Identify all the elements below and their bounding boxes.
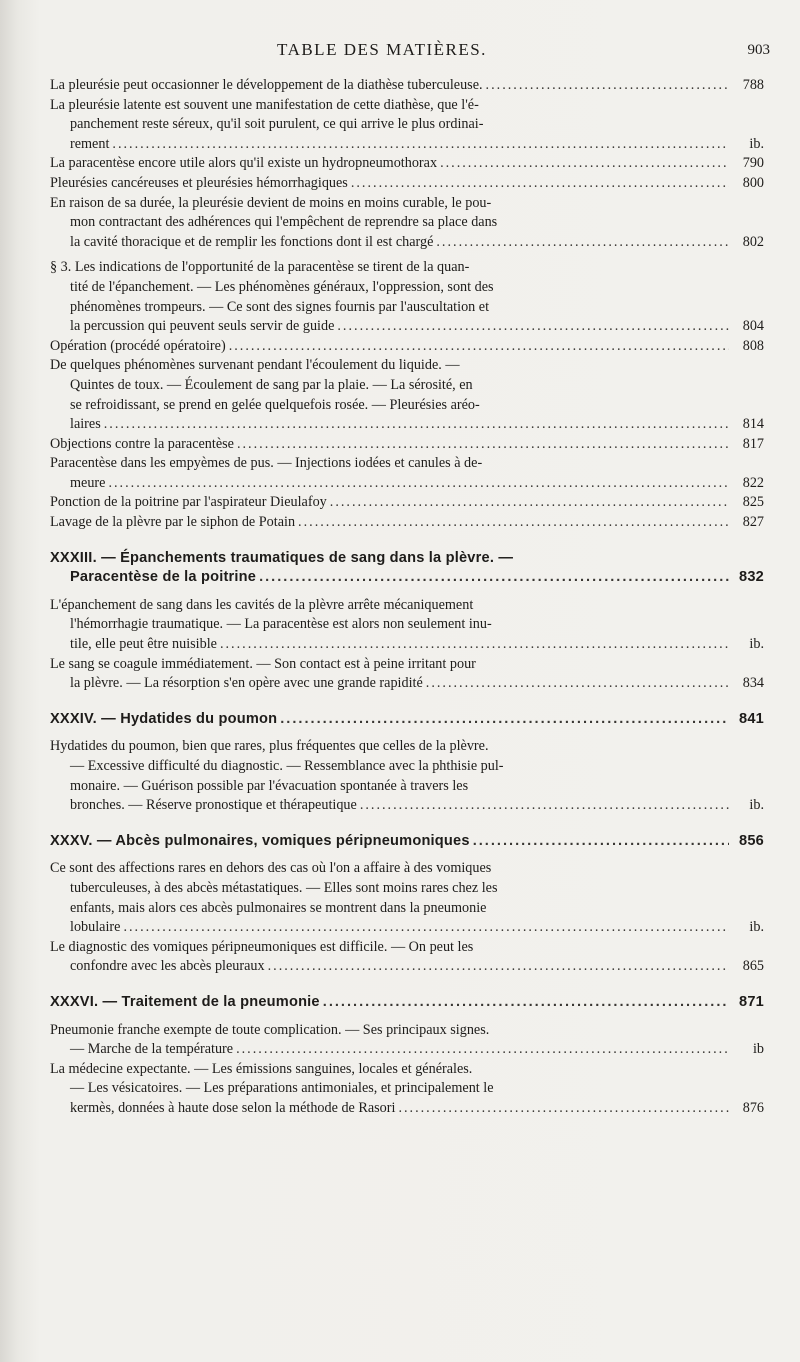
entry-text: l'hémorrhagie traumatique. — La paracentèse est alors non seulement inu- — [70, 616, 492, 633]
toc-entry — [50, 493, 764, 513]
leader-dots — [104, 415, 729, 435]
entry-text: Le sang se coagule immédiatement. — Son contact est à peine irritant pour — [50, 655, 476, 672]
entry-page: ib. — [749, 636, 764, 653]
entry-text: Hydatides du poumon, bien que rares, plus fréquentes que celles de la plèvre. — [50, 738, 489, 755]
entry-page: ib. — [749, 135, 764, 152]
entry-text: Ponction de la poitrine par l'aspirateur Dieulafoy — [50, 494, 327, 511]
entry-text: monaire. — Guérison possible par l'évacuation spontanée à travers les — [70, 777, 469, 794]
leader-dots — [259, 568, 729, 588]
leader-dots — [360, 796, 729, 816]
entry-text: Lavage de la plèvre par le siphon de Potain — [50, 514, 296, 531]
leader-dots — [436, 233, 729, 253]
section-heading-xxxiii — [50, 549, 764, 588]
entry-text: tité de l'épanchement. — Les phénomènes généraux, l'oppression, sont des — [70, 278, 494, 295]
entry-text: Le diagnostic des vomiques péripneumoniques est difficile. — On peut les — [50, 938, 474, 955]
entry-page: 834 — [742, 675, 764, 692]
entry-page: 802 — [742, 233, 764, 250]
entry-page: ib. — [749, 919, 764, 936]
header-page-number: 903 — [747, 42, 770, 58]
section-title: XXXIII. — Épanchements traumatiques de sang dans la plèvre. — — [50, 549, 514, 566]
leader-dots — [323, 993, 729, 1013]
toc-entry — [50, 194, 764, 253]
toc-entry — [50, 513, 764, 533]
entry-text: mon contractant des adhérences qui l'empêchent de reprendre sa place dans — [70, 214, 498, 231]
toc-entry — [50, 96, 764, 155]
entry-text: panchement reste séreux, qu'il soit purulent, ce qui arrive le plus ordinai- — [70, 116, 484, 133]
section-heading-xxxv — [50, 832, 764, 852]
toc-entry — [50, 1021, 764, 1060]
section-page: 832 — [739, 569, 764, 586]
toc-content — [50, 76, 764, 1119]
entry-text: Pleurésies cancéreuses et pleurésies hémorrhagiques — [50, 174, 348, 191]
entry-text: meure — [70, 474, 106, 491]
entry-text: Ce sont des affections rares en dehors des cas où l'on a affaire à des vomiques — [50, 860, 492, 877]
leader-dots — [440, 154, 729, 174]
entry-page: 865 — [742, 958, 764, 975]
entry-page: 804 — [742, 318, 764, 335]
toc-entry — [50, 1060, 764, 1119]
entry-page: 814 — [742, 416, 764, 433]
toc-entry — [50, 356, 764, 434]
toc-entry — [50, 258, 764, 336]
entry-text: En raison de sa durée, la pleurésie devient de moins en moins curable, le pou- — [50, 194, 492, 211]
entry-text: § 3. Les indications de l'opportunité de la paracentèse se tirent de la quan- — [50, 259, 470, 276]
toc-entry — [50, 938, 764, 977]
entry-text: la percussion qui peuvent seuls servir de guide — [70, 318, 335, 335]
leader-dots — [298, 513, 729, 533]
entry-text: La médecine expectante. — Les émissions sanguines, locales et générales. — [50, 1060, 473, 1077]
entry-text: bronches. — Réserve pronostique et thérapeutique — [70, 797, 357, 814]
entry-page: 790 — [742, 155, 764, 172]
entry-page: 827 — [742, 514, 764, 531]
entry-text: Paracentèse dans les empyèmes de pus. — Injections iodées et canules à de- — [50, 455, 483, 472]
leader-dots — [123, 918, 729, 938]
entry-text: tuberculeuses, à des abcès métastatiques. — Elles sont moins rares chez les — [70, 879, 498, 896]
entry-text: se refroidissant, se prend en gelée quelquefois rosée. — Pleurésies aréo- — [70, 396, 480, 413]
section-page: 841 — [739, 710, 764, 727]
entry-text: Objections contre la paracentèse — [50, 435, 234, 452]
entry-page: 825 — [742, 494, 764, 511]
entry-text: lobulaire — [70, 919, 121, 936]
leader-dots — [398, 1099, 729, 1119]
entry-text: kermès, données à haute dose selon la méthode de Rasori — [70, 1099, 396, 1116]
leader-dots — [486, 76, 729, 96]
toc-entry — [50, 435, 764, 455]
entry-text: L'épanchement de sang dans les cavités de la plèvre arrête mécaniquement — [50, 596, 474, 613]
entry-text: Quintes de toux. — Écoulement de sang par la plaie. — La sérosité, en — [70, 376, 473, 393]
running-header — [0, 40, 800, 64]
entry-text: De quelques phénomènes survenant pendant l'écoulement du liquide. — — [50, 357, 460, 374]
section-page: 871 — [739, 993, 764, 1010]
entry-text: — Marche de la température — [70, 1041, 234, 1058]
entry-page: 817 — [742, 435, 764, 452]
entry-page: 876 — [742, 1099, 764, 1116]
entry-text: — Excessive difficulté du diagnostic. — Ressemblance avec la phthisie pul- — [70, 758, 504, 774]
entry-text: la plèvre. — La résorption s'en opère avec une grande rapidité — [70, 675, 423, 692]
section-heading-xxxiv — [50, 710, 764, 730]
leader-dots — [426, 674, 729, 694]
entry-text: rement — [70, 135, 110, 152]
toc-entry — [50, 655, 764, 694]
leader-dots — [473, 832, 729, 852]
entry-text: confondre avec les abcès pleuraux — [70, 958, 265, 975]
leader-dots — [236, 1040, 729, 1060]
toc-entry — [50, 174, 764, 194]
toc-entry — [50, 737, 764, 815]
entry-text: la cavité thoracique et de remplir les fonctions dont il est chargé — [70, 233, 434, 250]
section-heading-xxxvi — [50, 993, 764, 1013]
leader-dots — [237, 435, 729, 455]
section-title: XXXIV. — Hydatides du poumon — [50, 710, 278, 727]
leader-dots — [351, 174, 729, 194]
leader-dots — [220, 635, 729, 655]
leader-dots — [268, 957, 729, 977]
toc-entry — [50, 76, 764, 96]
entry-page: 822 — [742, 474, 764, 491]
entry-page: 788 — [742, 77, 764, 93]
entry-page: 800 — [742, 174, 764, 191]
section-title: Paracentèse de la poitrine — [70, 569, 257, 586]
leader-dots — [280, 710, 729, 730]
entry-text: La paracentèse encore utile alors qu'il existe un hydropneumothorax — [50, 155, 438, 172]
leader-dots — [337, 317, 729, 337]
entry-page: ib. — [749, 797, 764, 814]
leader-dots — [112, 135, 729, 155]
leader-dots — [108, 474, 729, 494]
toc-entry — [50, 154, 764, 174]
entry-page: 808 — [742, 337, 764, 354]
section-page: 856 — [739, 832, 764, 849]
entry-text: La pleurésie peut occasionner le développement de la diathèse tuberculeuse. — [50, 77, 483, 93]
section-title: XXXVI. — Traitement de la pneumonie — [50, 993, 320, 1010]
toc-entry — [50, 859, 764, 937]
toc-entry — [50, 454, 764, 493]
entry-text: enfants, mais alors ces abcès pulmonaires se montrent dans la pneumonie — [70, 899, 487, 916]
entry-text: La pleurésie latente est souvent une manifestation de cette diathèse, que l'é- — [50, 96, 479, 113]
entry-text: laires — [70, 416, 101, 433]
leader-dots — [229, 337, 729, 357]
entry-text: tile, elle peut être nuisible — [70, 636, 217, 653]
entry-text: Pneumonie franche exempte de toute complication. — Ses principaux signes. — [50, 1021, 490, 1038]
leader-dots — [330, 493, 729, 513]
toc-entry — [50, 337, 764, 357]
entry-text: Opération (procédé opératoire) — [50, 337, 226, 354]
entry-text: phénomènes trompeurs. — Ce sont des signes fournis par l'auscultation et — [70, 298, 490, 315]
entry-text: — Les vésicatoires. — Les préparations antimoniales, et principalement le — [70, 1080, 494, 1097]
section-title: XXXV. — Abcès pulmonaires, vomiques péripneumoniques — [50, 832, 470, 849]
toc-entry — [50, 596, 764, 655]
header-title: TABLE DES MATIÈRES. — [277, 40, 487, 59]
entry-page: ib — [752, 1041, 764, 1058]
